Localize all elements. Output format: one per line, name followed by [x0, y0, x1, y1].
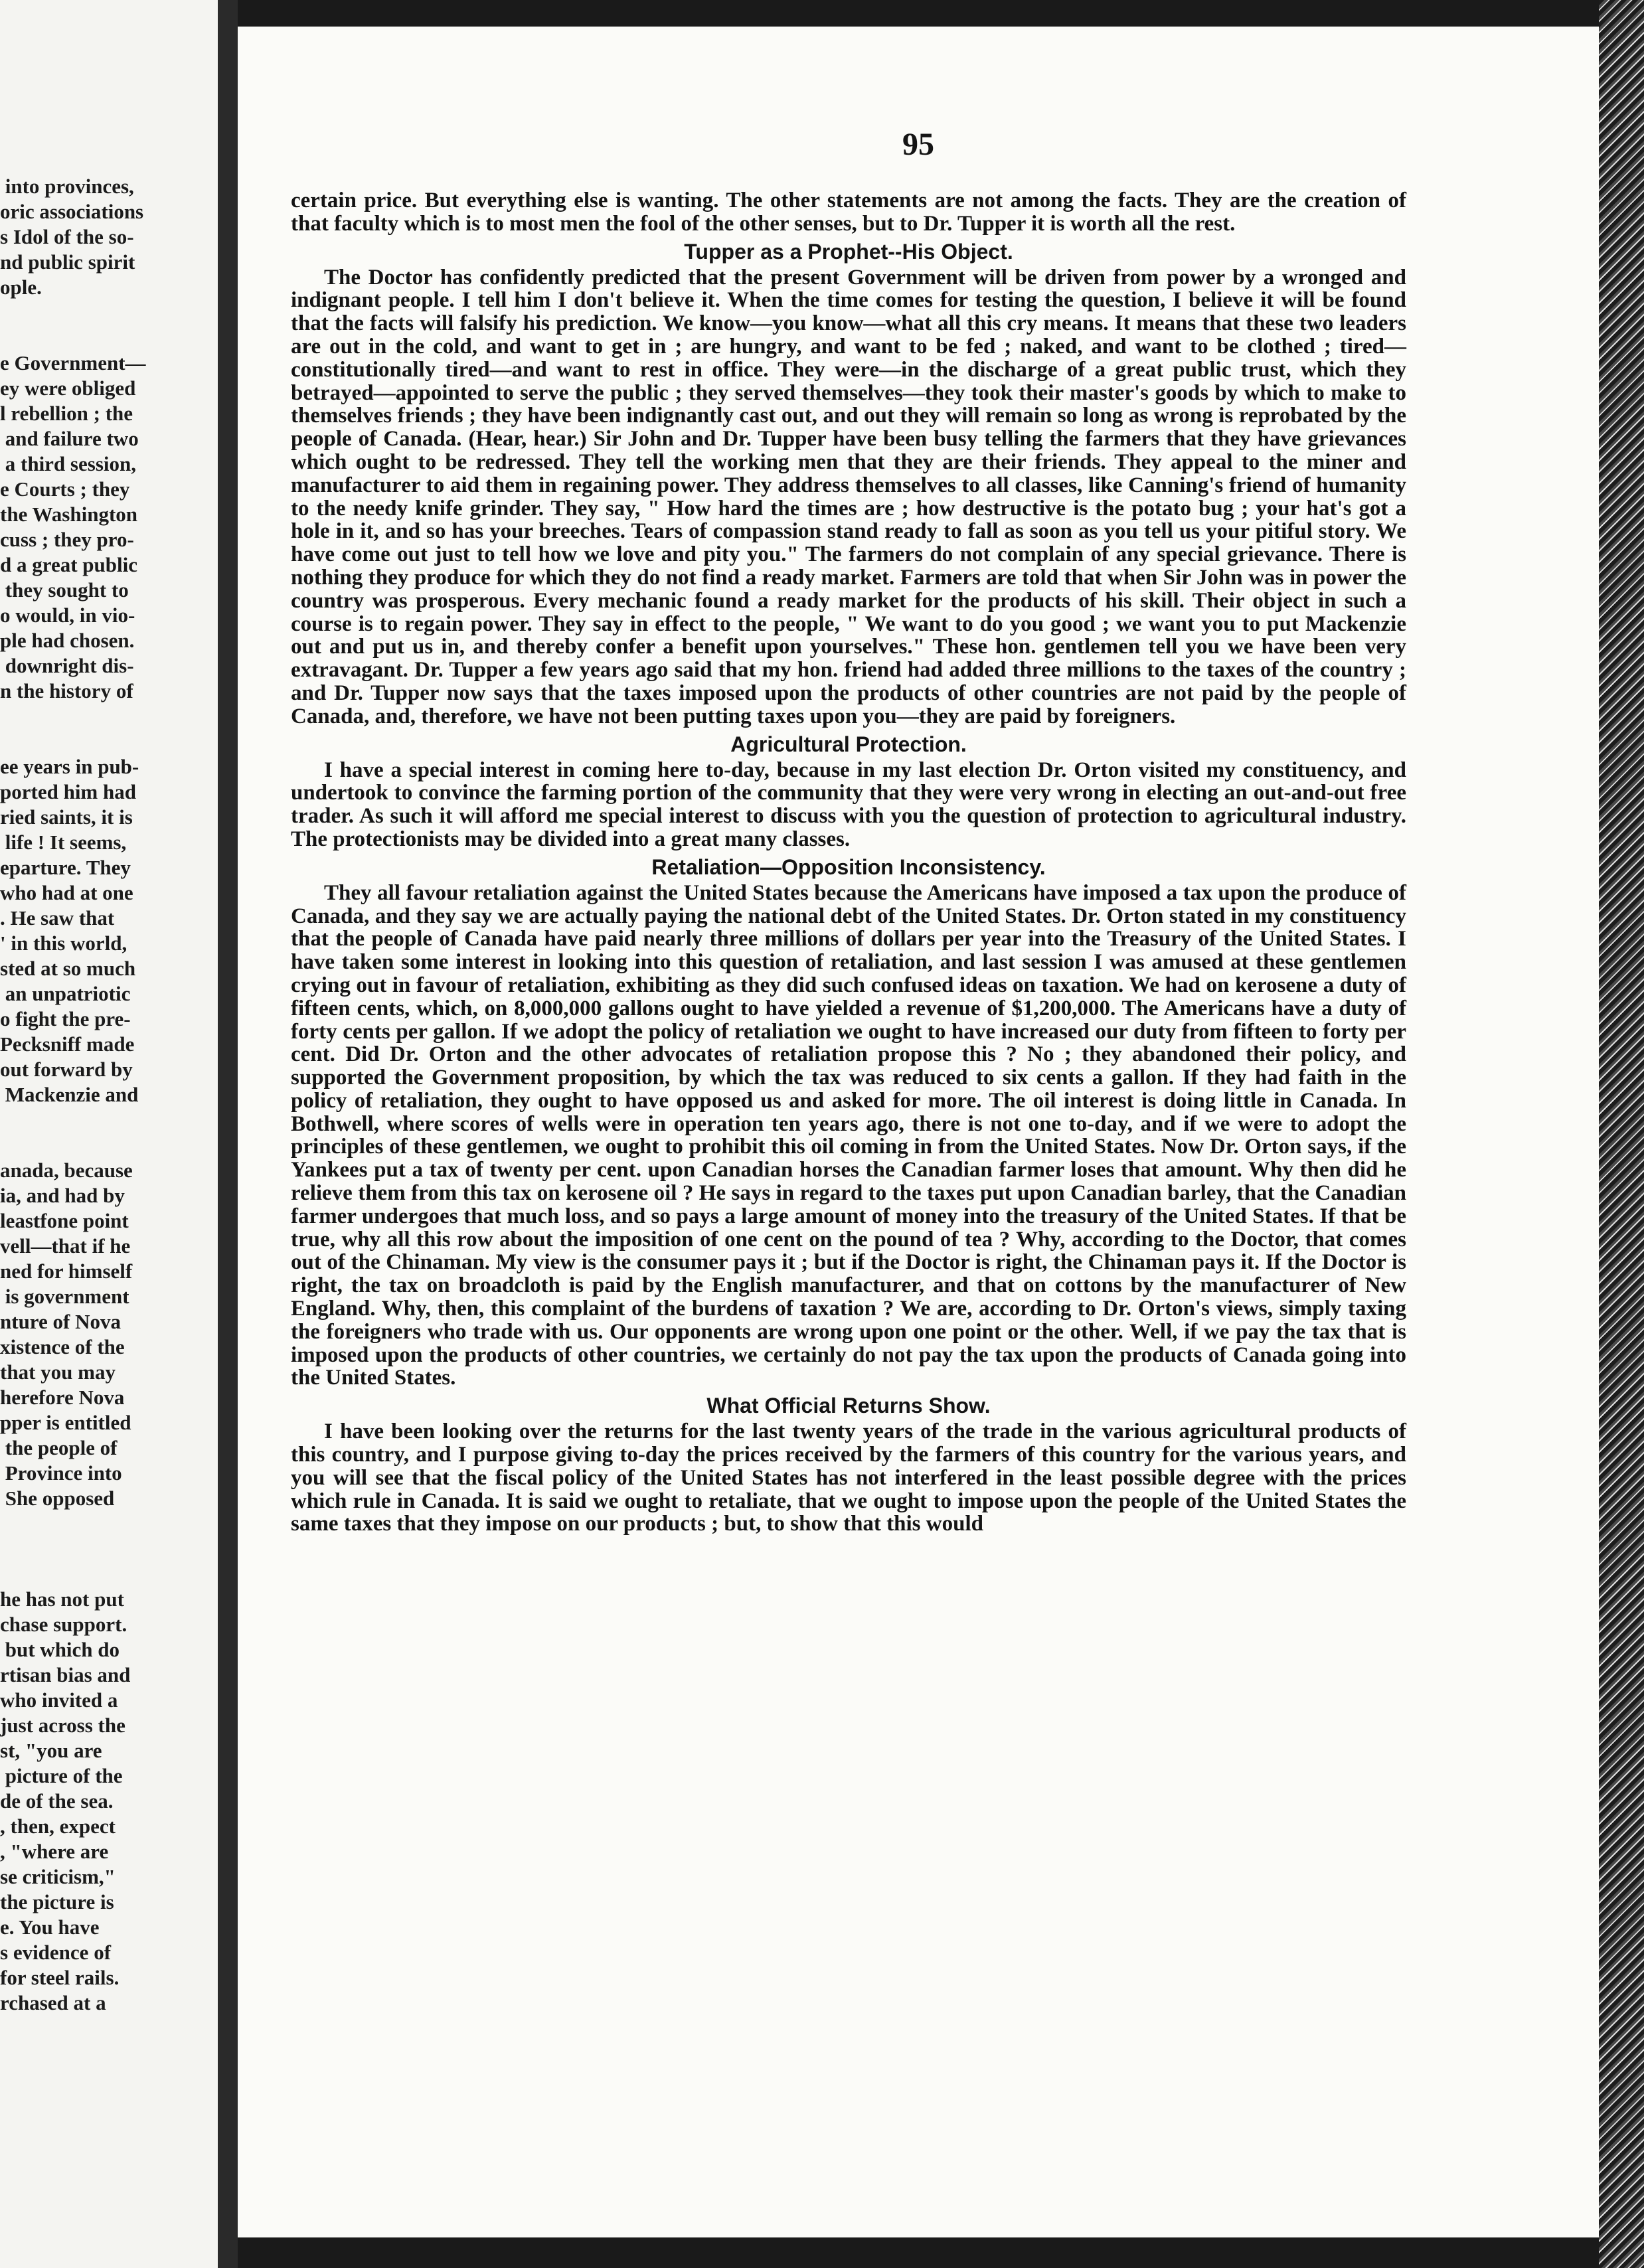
facing-page-line: eparture. They	[0, 856, 131, 879]
facing-page-line: st, "you are	[0, 1739, 102, 1762]
paragraph: They all favour retaliation against the United States because the Americans have imposed a tax upon the produce of Canada, and they say we are actually paying the national debt of the United States. Dr. Orton stated in my constituency that the people of Canada have paid nearly three millions of dollars per year into the Treasury of the United States. I have taken some interest in looking into this question of retaliation, and last session I was amused at these gentlemen crying out in favour of retaliation, exhibiting as they did such confused ideas on taxation. We had on kerosene a duty of fifteen cents, which, on 8,000,000 gallons ought to have yielded a revenue of $1,200,000. The Americans have a duty of forty cents per gallon. If we adopt the policy of retaliation we ought to have increased our duty from fifteen to forty per cent. Did Dr. Orton and the other advocates of retaliation propose this ? No ; they abandoned their policy, and supported the Government proposition, by which the tax was reduced to six cents a gallon. If they had faith in the policy of retaliation, they ought to have opposed us and asked for more. The oil interest is doing little in Canada. In Bothwell, where scores of wells were in operation ten years ago, there is not one to-day, and if we were to adopt the principles of these gentlemen, we ought to prohibit this oil coming in from the United States. Now Dr. Orton says, if the Yankees put a tax of twenty per cent. upon Canadian horses the Canadian farmer loses that amount. Why then did he relieve them from this tax on kerosene oil ? He says in regard to the taxes put upon Canadian barley, that the Canadian farmer undergoes that much loss, and so pays a large amount of money into the treasury of the United States. If that be true, why all this row about the imposition of one cent on the pound of tea ? Why, according to the Doctor, that comes out of the Chinaman. My view is the consumer pays it ; but if the Doctor is right, the Chinaman pays it. If the Doctor is right, the tax on broadcloth is paid by the English manufacturer, and that on cottons by the manufacturer of New England. Why, then, this complaint of the burdens of taxation ? We are, according to Dr. Orton's views, simply taxing the foreigners who trade with us. Our opponents are wrong upon one point or the other. Well, if we pay the tax that is imposed upon the products of other countries, we certainly do not pay the tax upon the products of Canada going into the United States.	[291, 880, 1406, 1390]
section-heading: What Official Returns Show.	[706, 1394, 991, 1418]
facing-page-line: a third session,	[0, 452, 136, 475]
facing-page-line: ple had chosen.	[0, 629, 135, 652]
facing-page-line: who had at one	[0, 881, 133, 904]
facing-page-line: d a great public	[0, 553, 137, 576]
facing-page-line: they sought to	[0, 578, 129, 602]
facing-page-line: downright dis-	[0, 654, 134, 677]
facing-page-line	[0, 729, 218, 754]
facing-page-line: for steel rails.	[0, 1966, 120, 1989]
facing-page-line: . He saw that	[0, 906, 115, 930]
facing-page-line: ned for himself	[0, 1259, 133, 1283]
facing-page-line: out forward by	[0, 1058, 133, 1081]
facing-page-line: o would, in vio-	[0, 604, 135, 627]
facing-page-line: anada, because	[0, 1159, 133, 1182]
facing-page-line: leastfone point	[0, 1209, 129, 1232]
paragraph: The Doctor has confidently predicted that the present Government will be driven from power by a wronged and indignant people. I tell him I don't believe it. When the time comes for testing the question, I believe it will be found that the facts will falsify his prediction. We know—you know—what all this cry means. It means that these two leaders are out in the cold, and want to get in ; are hungry, and want to be fed ; naked, and want to be clothed ; tired—constitutionally tired—and want to rest in office. They were—in the discharge of a great public trust, which they betrayed—appointed to serve the public ; they served themselves—they took their master's goods by which to make to themselves friends ; they have been indignantly cast out, and out they will remain so long as wrong is reprobated by the people of Canada. (Hear, hear.) Sir John and Dr. Tupper have been busy telling the farmers that they have grievances which ought to be redressed. They tell the working men that they are their friends. They appeal to the miner and manufacturer to aid them in regaining power. They address themselves to all classes, like Canning's friend of humanity to the needy knife grinder. They say, " How hard the times are ; how destructive is the potato bug ; your hat's got a hole in it, and so has your breeches. Tears of compassion stand ready to fall as soon as you tell us your pitiful story. We have come out just to tell how we love and pity you." The farmers do not complain of any special grievance. There is nothing they produce for which they do not find a ready market. Farmers are told that when Sir John was in power the country was prosperous. Every mechanic found a ready market for the products of his skill. Their object in such a course is to regain power. They say in effect to the people, " We want to do you good ; we want you to put Mackenzie out and put us in, and thereby confer a benefit upon yourselves." These hon. gentlemen tell you we have been very extravagant. Dr. Tupper a few years ago said that my hon. friend had added three millions to the taxes of the country ; and Dr. Tupper now says that the taxes imposed upon the products of other countries are not paid by the people of Canada, and, therefore, we have not been putting taxes upon you—they are paid by foreigners.	[291, 265, 1406, 728]
facing-page-line: is government	[0, 1285, 129, 1308]
facing-page-line: s evidence of	[0, 1941, 112, 1964]
page-body	[291, 189, 1406, 1536]
facing-page-line: sted at so much	[0, 957, 136, 980]
facing-page-line: herefore Nova	[0, 1386, 125, 1409]
facing-page-line: Province into	[0, 1461, 122, 1485]
paragraph: I have been looking over the returns for the last twenty years of the trade in the various agricultural products of this country, and I purpose giving to-day the prices received by the farmers of this country for the various years, and you will see that the fiscal policy of the United States has not interfered in the least possible degree with the prices which rule in Canada. It is said we ought to retaliate, that we ought to impose upon the people of the United States the same taxes that they impose on our products ; but, to show that this would	[291, 1419, 1406, 1536]
facing-page-line: that you may	[0, 1360, 116, 1384]
facing-page-line: Pecksniff made	[0, 1032, 135, 1056]
facing-page-text	[0, 174, 218, 2016]
facing-page-line: s Idol of the so-	[0, 225, 134, 248]
facing-page-line	[0, 1511, 218, 1536]
facing-page-line: who invited a	[0, 1688, 118, 1712]
facing-page-line: nture of Nova	[0, 1310, 121, 1333]
facing-page-line: picture of the	[0, 1764, 123, 1787]
facing-page-line: chase support.	[0, 1613, 127, 1636]
page-number: 95	[902, 127, 934, 162]
facing-page-line: , then, expect	[0, 1815, 116, 1838]
facing-page-line	[0, 1133, 218, 1158]
facing-page-line: l rebellion ; the	[0, 402, 133, 425]
facing-page-line	[0, 704, 218, 729]
facing-page-line	[0, 300, 218, 325]
facing-page-line	[0, 1536, 218, 1562]
section-heading: Agricultural Protection.	[730, 732, 967, 756]
facing-page-line: ' in this world,	[0, 932, 127, 955]
facing-page-line: the people of	[0, 1436, 118, 1459]
facing-page-line: and failure two	[0, 427, 139, 450]
facing-page-line	[0, 1107, 218, 1133]
facing-page-line: the Washington	[0, 503, 138, 526]
facing-page-line: rchased at a	[0, 1991, 106, 2014]
facing-page-line: rtisan bias and	[0, 1663, 131, 1686]
facing-page-line: ople.	[0, 276, 42, 299]
facing-page-line: into provinces,	[0, 175, 134, 198]
page	[238, 27, 1599, 2237]
facing-page-line: pper is entitled	[0, 1411, 131, 1434]
opening-paragraph: certain price. But everything else is wanting. The other statements are not among the facts. They are the creation of that faculty which is to most men the fool of the other senses, but to Dr. Tupper it is worth all the rest.	[291, 189, 1406, 236]
facing-page-line: oric associations	[0, 200, 144, 223]
facing-page-line: xistence of the	[0, 1335, 125, 1358]
facing-page-line: ried saints, it is	[0, 805, 133, 829]
facing-page-line: life ! It seems,	[0, 831, 127, 854]
paragraph: I have a special interest in coming here to-day, because in my last election Dr. Orton visited my constituency, and undertook to convince the farming portion of the community that they were very wrong in electing an out-and-out free trader. As such it will afford me special interest to discuss with you the question of protection to agricultural industry. The protectionists may be divided into a great many classes.	[291, 758, 1406, 851]
facing-page-line: ia, and had by	[0, 1184, 125, 1207]
facing-page-line: he has not put	[0, 1587, 124, 1611]
facing-page-line: just across the	[0, 1714, 125, 1737]
facing-page-line: o fight the pre-	[0, 1007, 131, 1030]
facing-page-line: nd public spirit	[0, 250, 135, 274]
facing-page-line: She opposed	[0, 1487, 115, 1510]
section-heading: Retaliation—Opposition Inconsistency.	[651, 854, 1046, 879]
facing-page-line: ey were obliged	[0, 376, 136, 400]
facing-page-line: de of the sea.	[0, 1789, 114, 1813]
facing-page-line: vell—that if he	[0, 1234, 131, 1257]
facing-page-line	[0, 1562, 218, 1587]
facing-page-line	[0, 325, 218, 351]
page-stack-edge	[1599, 0, 1644, 2268]
facing-page-line: an unpatriotic	[0, 982, 131, 1005]
facing-page-line: Mackenzie and	[0, 1083, 139, 1106]
facing-page-line: se criticism,"	[0, 1865, 116, 1888]
facing-page-line: but which do	[0, 1638, 120, 1661]
facing-page-line: cuss ; they pro-	[0, 528, 134, 551]
section-heading: Tupper as a Prophet--His Object.	[684, 239, 1013, 264]
facing-page-line: e Courts ; they	[0, 477, 130, 501]
book-spine	[218, 0, 238, 2268]
facing-page-line: n the history of	[0, 679, 133, 702]
facing-page-line: , "where are	[0, 1840, 109, 1863]
facing-page-line: e. You have	[0, 1915, 100, 1939]
facing-page-fragment	[0, 0, 218, 2268]
facing-page-line: ee years in pub-	[0, 755, 139, 778]
facing-page-line: the picture is	[0, 1890, 114, 1913]
facing-page-line: ported him had	[0, 780, 136, 803]
facing-page-line: e Government—	[0, 351, 146, 374]
